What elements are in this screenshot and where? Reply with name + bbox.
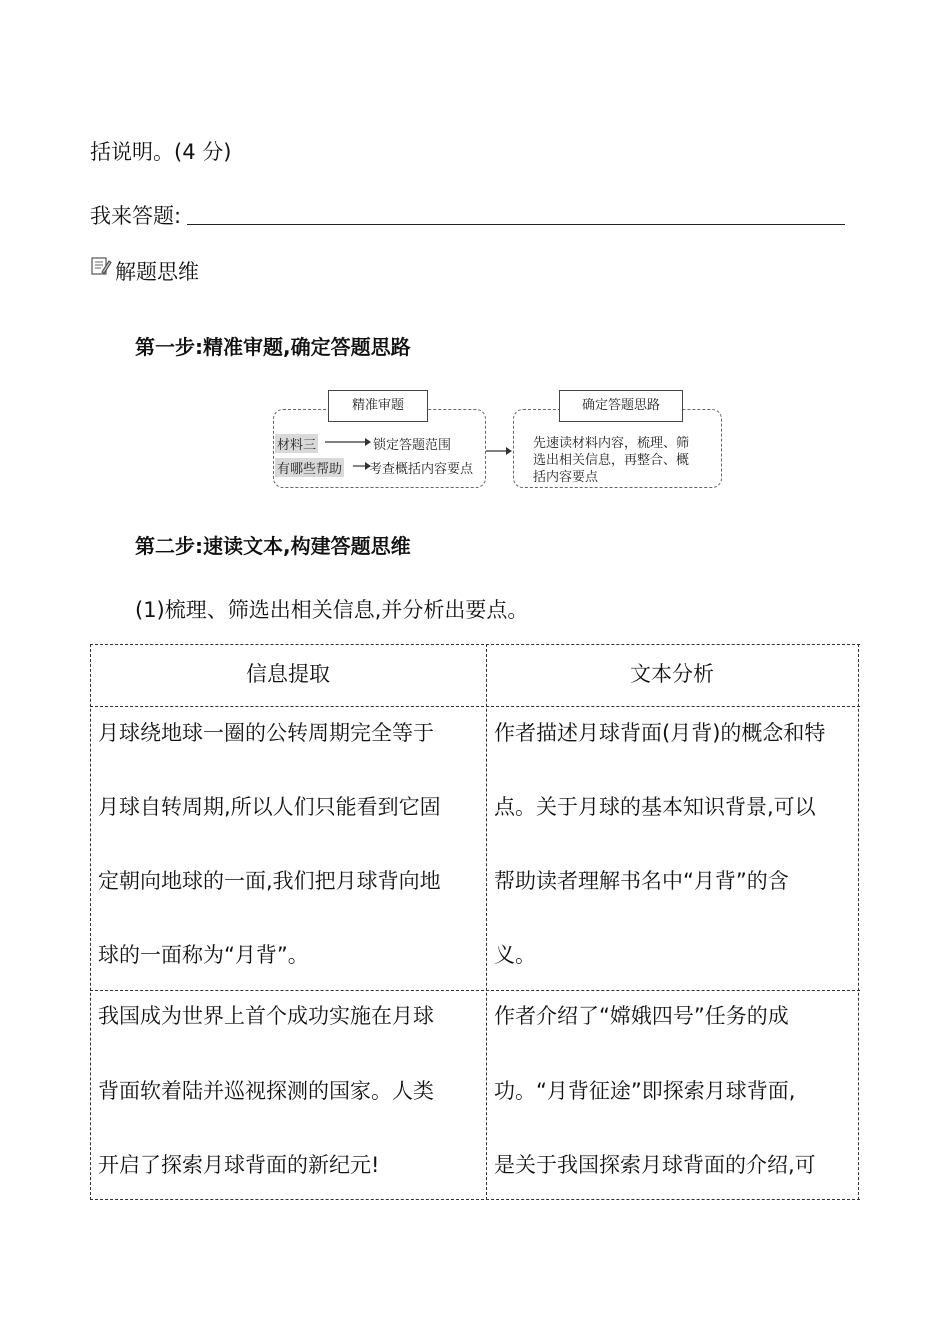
right-text-line-1: 先速读材料内容，梳理、筛 (533, 436, 690, 451)
right-box-title: 确定答题思路 (559, 390, 683, 422)
jieti-label: 解题思维 (115, 260, 199, 284)
answer-label: 我来答题: (90, 204, 182, 228)
table-border-left (90, 644, 91, 1200)
table-row2-analysis-line3: 是关于我国探索月球背面的介绍,可 (494, 1153, 816, 1177)
analysis-table (90, 644, 860, 1200)
table-row1-analysis-line4: 义。 (494, 943, 536, 967)
answer-blank-line[interactable] (187, 224, 845, 225)
table-border-right (858, 644, 859, 1200)
table-row2-info-line1: 我国成为世界上首个成功实施在月球 (98, 1004, 434, 1028)
connector-arrow-icon (486, 445, 512, 457)
left-box-title: 精准审题 (328, 390, 428, 422)
right-text-line-3: 括内容要点 (533, 470, 599, 485)
table-row1-info-line4: 球的一面称为“月背”。 (98, 943, 309, 967)
table-row2-info-line2: 背面软着陆并巡视探测的国家。人类 (98, 1079, 434, 1103)
table-row1-analysis-line2: 点。关于月球的基本知识背景,可以 (494, 795, 816, 819)
table-row1-analysis-line1: 作者描述月球背面(月背)的概念和特 (494, 721, 826, 745)
table-row2-analysis-line1: 作者介绍了“嫦娥四号”任务的成 (494, 1004, 789, 1028)
table-row1-analysis-line3: 帮助读者理解书名中“月背”的含 (494, 869, 789, 893)
step2-title: 第二步:速读文本,构建答题思维 (135, 534, 411, 558)
right-text-line-2: 选出相关信息，再整合、概 (533, 453, 690, 468)
row1-tag: 材料三 (275, 434, 318, 453)
table-row2-analysis-line2: 功。“月背征途”即探索月球背面, (494, 1079, 796, 1103)
table-header-analysis: 文本分析 (630, 662, 714, 686)
question-tail-text: 括说明。(4 分) (90, 140, 232, 164)
table-header-info: 信息提取 (246, 662, 330, 686)
row2-result: 考查概括内容要点 (369, 462, 474, 477)
subsection-1: (1)梳理、筛选出相关信息,并分析出要点。 (135, 598, 529, 622)
step1-title: 第一步:精准审题,确定答题思路 (135, 335, 411, 359)
table-border-top (90, 644, 860, 645)
table-row1-info-line2: 月球自转周期,所以人们只能看到它固 (98, 795, 441, 819)
note-pencil-icon (90, 255, 112, 277)
thinking-flow-diagram (273, 388, 725, 490)
table-row1-info-line3: 定朝向地球的一面,我们把月球背向地 (98, 869, 441, 893)
row1-result: 锁定答题范围 (373, 438, 452, 453)
row2-tag: 有哪些帮助 (275, 458, 344, 477)
table-row1-info-line1: 月球绕地球一圈的公转周期完全等于 (98, 721, 434, 745)
row1-arrow-icon (325, 436, 371, 448)
table-column-divider (486, 644, 487, 1200)
table-row2-info-line3: 开启了探索月球背面的新纪元! (98, 1153, 380, 1177)
